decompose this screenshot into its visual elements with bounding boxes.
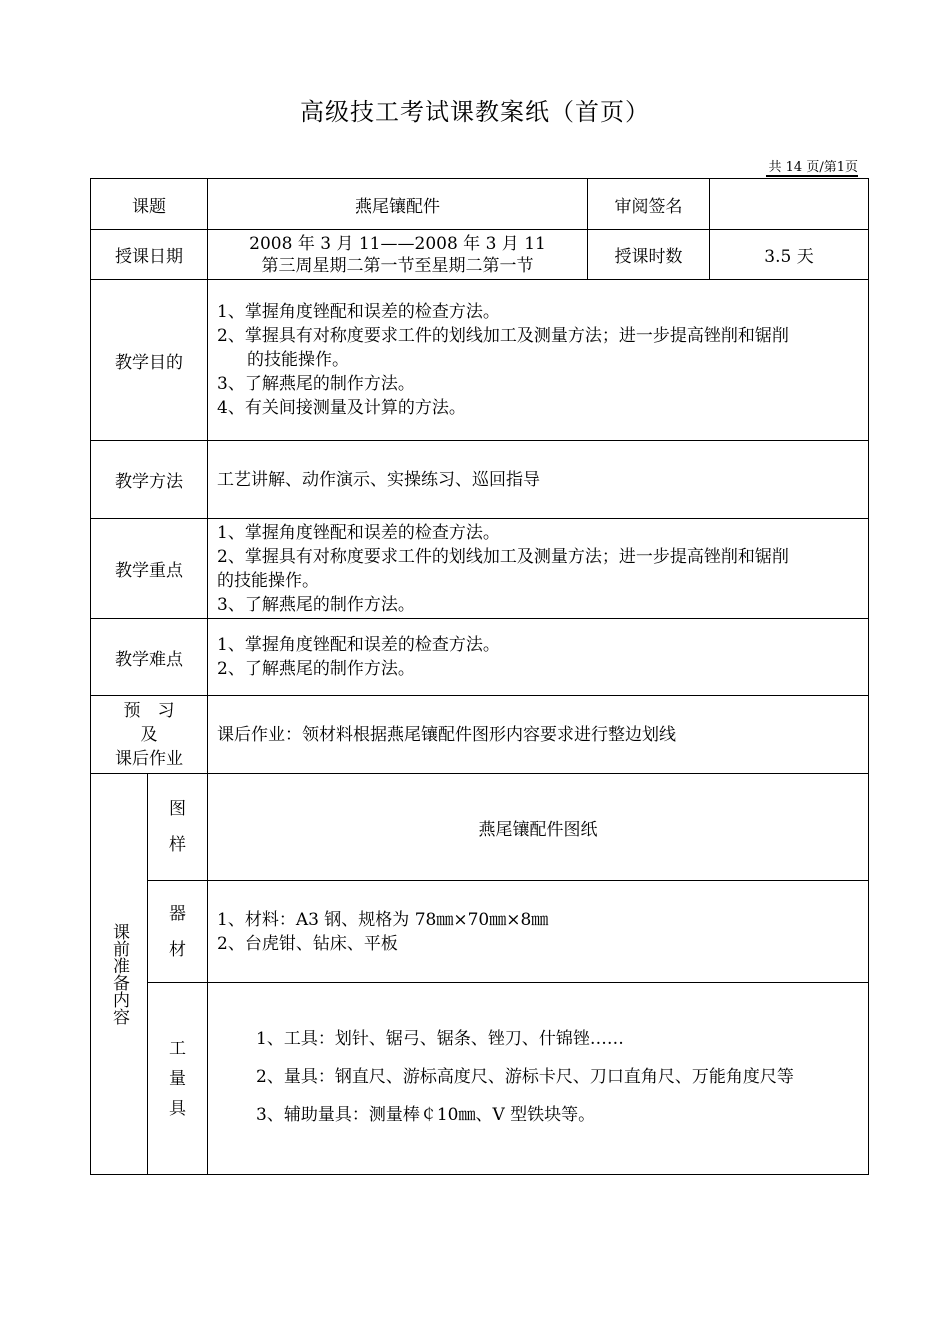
objective-item: 3、了解燕尾的制作方法。 <box>217 374 415 394</box>
date-value <box>208 230 588 280</box>
tools-label-a: 工 <box>169 1038 186 1059</box>
tool-item: 3、辅助量具：测量棒￠10㎜、V 型铁块等。 <box>256 1105 596 1125</box>
lesson-plan-table <box>90 178 869 1175</box>
equipment-label-b: 材 <box>169 939 186 960</box>
homework-row <box>91 696 869 774</box>
review-signature-value <box>710 179 869 230</box>
equipment-row <box>91 881 869 983</box>
topic-value: 燕尾镶配件 <box>208 179 588 230</box>
page-number: 共 14 页/第1页 <box>768 160 858 175</box>
document-title: 高级技工考试课教案纸（首页） <box>300 98 650 126</box>
equipment-label <box>148 881 208 983</box>
drawing-value: 燕尾镶配件图纸 <box>208 774 869 881</box>
equipment-item: 2、台虎钳、钻床、平板 <box>217 933 398 954</box>
homework-value: 课后作业：领材料根据燕尾镶配件图形内容要求进行整边划线 <box>208 696 869 774</box>
methods-row <box>91 441 869 519</box>
date-row <box>91 230 869 280</box>
difficulties-label: 教学难点 <box>91 619 208 696</box>
objectives-label: 教学目的 <box>91 280 208 441</box>
tools-label-b: 量 <box>169 1068 186 1089</box>
hours-label: 授课时数 <box>588 230 710 280</box>
drawing-label <box>148 774 208 881</box>
difficulties-list <box>208 619 869 696</box>
difficulty-item: 1、掌握角度锉配和误差的检查方法。 <box>217 635 500 655</box>
homework-label <box>91 696 208 774</box>
page-number-underline <box>766 175 858 177</box>
homework-label-line1: 预 习 <box>123 700 175 721</box>
equipment-item: 1、材料：A3 钢、规格为 78㎜×70㎜×8㎜ <box>217 909 549 930</box>
key-point-item: 3、了解燕尾的制作方法。 <box>217 594 415 615</box>
methods-value: 工艺讲解、动作演示、实操练习、巡回指导 <box>208 441 869 519</box>
objectives-list <box>208 280 869 441</box>
key-points-row <box>91 519 869 619</box>
date-period: 第三周星期二第一节至星期二第一节 <box>261 255 534 276</box>
prep-label-cell <box>91 774 148 1175</box>
tool-item: 2、量具：钢直尺、游标高度尺、游标卡尺、刀口直角尺、万能角度尺等 <box>256 1067 794 1087</box>
topic-row <box>91 179 869 230</box>
key-point-item: 1、掌握角度锉配和误差的检查方法。 <box>217 522 500 543</box>
equipment-label-a: 器 <box>169 903 186 924</box>
tools-label <box>148 983 208 1175</box>
objective-item: 2、掌握具有对称度要求工件的划线加工及测量方法；进一步提高锉削和锯削 <box>217 326 789 346</box>
objectives-row <box>91 280 869 441</box>
tools-row <box>91 983 869 1175</box>
methods-label: 教学方法 <box>91 441 208 519</box>
homework-label-line3: 课后作业 <box>115 748 183 769</box>
prep-label: 课前准备内容 <box>109 923 129 1025</box>
topic-label: 课题 <box>91 179 208 230</box>
tools-label-c: 具 <box>169 1098 186 1119</box>
tool-item: 1、工具：划针、锯弓、锯条、锉刀、什锦锉…… <box>256 1029 624 1049</box>
key-points-label: 教学重点 <box>91 519 208 619</box>
hours-value: 3.5 天 <box>710 230 869 280</box>
difficulty-item: 2、了解燕尾的制作方法。 <box>217 659 415 679</box>
objective-item: 4、有关间接测量及计算的方法。 <box>217 398 466 418</box>
date-label: 授课日期 <box>91 230 208 280</box>
objective-item: 1、掌握角度锉配和误差的检查方法。 <box>217 302 500 322</box>
key-point-item: 2、掌握具有对称度要求工件的划线加工及测量方法；进一步提高锉削和锯削 <box>217 546 789 567</box>
equipment-list <box>208 881 869 983</box>
difficulties-row <box>91 619 869 696</box>
drawing-label-b: 样 <box>169 835 186 855</box>
homework-label-line2: 及 <box>140 724 158 745</box>
key-points-list <box>208 519 869 619</box>
objective-item: 的技能操作。 <box>247 350 349 370</box>
key-point-item: 的技能操作。 <box>217 570 319 591</box>
review-signature-label: 审阅签名 <box>588 179 710 230</box>
date-range: 2008 年 3 月 11——2008 年 3 月 11 <box>249 233 546 254</box>
drawing-label-a: 图 <box>169 799 186 819</box>
drawing-row <box>91 774 869 881</box>
tools-list <box>208 983 869 1175</box>
